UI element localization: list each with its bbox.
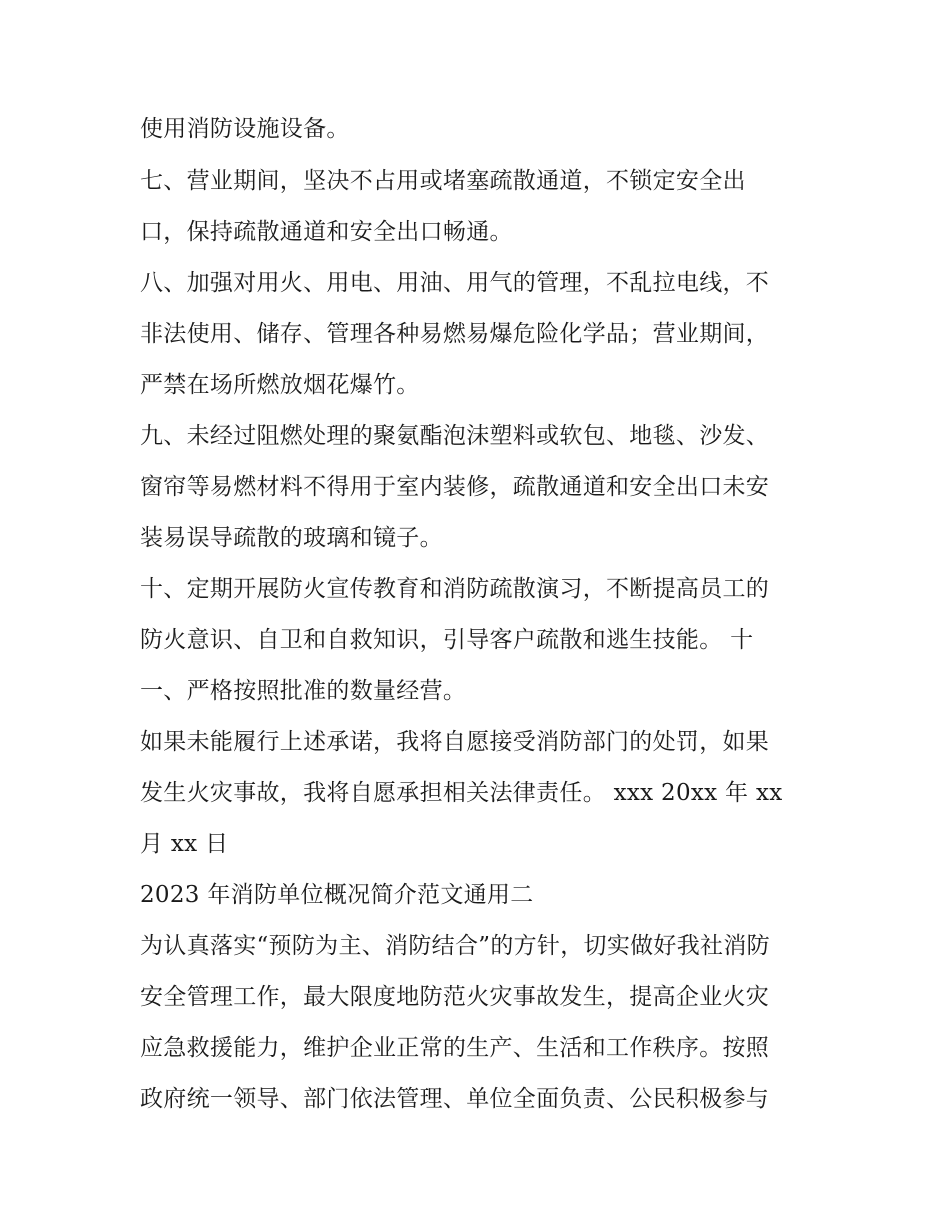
- text-line: 为认真落实“预防为主、消防结合”的方针，切实做好我社消防: [140, 933, 770, 959]
- text-line: 口，保持疏散通道和安全出口畅通。: [140, 219, 513, 245]
- text-line: 十、定期开展防火宣传教育和消防疏散演习，不断提高员工的: [140, 576, 770, 602]
- text-line: 非法使用、储存、管理各种易燃易爆危险化学品；营业期间，: [140, 321, 770, 347]
- text-line: 装易误导疏散的玻璃和镜子。: [140, 525, 443, 551]
- text-line: 发生火灾事故，我将自愿承担相关法律责任。 xxx 20xx 年 xx: [140, 780, 783, 806]
- text-line: 严禁在场所燃放烟花爆竹。: [140, 372, 420, 398]
- text-line: 七、营业期间，坚决不占用或堵塞疏散通道，不锁定安全出: [140, 168, 746, 194]
- text-line: 防火意识、自卫和自救知识，引导客户疏散和逃生技能。 十: [140, 627, 754, 653]
- text-line: 八、加强对用火、用电、用油、用气的管理，不乱拉电线，不: [140, 270, 770, 296]
- text-line: 使用消防设施设备。: [140, 116, 350, 142]
- text-line: 政府统一领导、部门依法管理、单位全面负责、公民积极参与: [140, 1086, 770, 1112]
- section-heading: 2023 年消防单位概况简介范文通用二: [140, 882, 534, 908]
- text-line: 一、严格按照批准的数量经营。: [140, 678, 467, 704]
- text-line: 九、未经过阻燃处理的聚氨酯泡沫塑料或软包、地毯、沙发、: [140, 423, 770, 449]
- text-line: 窗帘等易燃材料不得用于室内装修，疏散通道和安全出口未安: [140, 474, 770, 500]
- text-line: 应急救援能力，维护企业正常的生产、生活和工作秩序。按照: [140, 1035, 770, 1061]
- text-line: 月 xx 日: [140, 831, 229, 857]
- text-line: 如果未能履行上述承诺，我将自愿接受消防部门的处罚，如果: [140, 729, 770, 755]
- text-line: 安全管理工作，最大限度地防范火灾事故发生，提高企业火灾: [140, 984, 770, 1010]
